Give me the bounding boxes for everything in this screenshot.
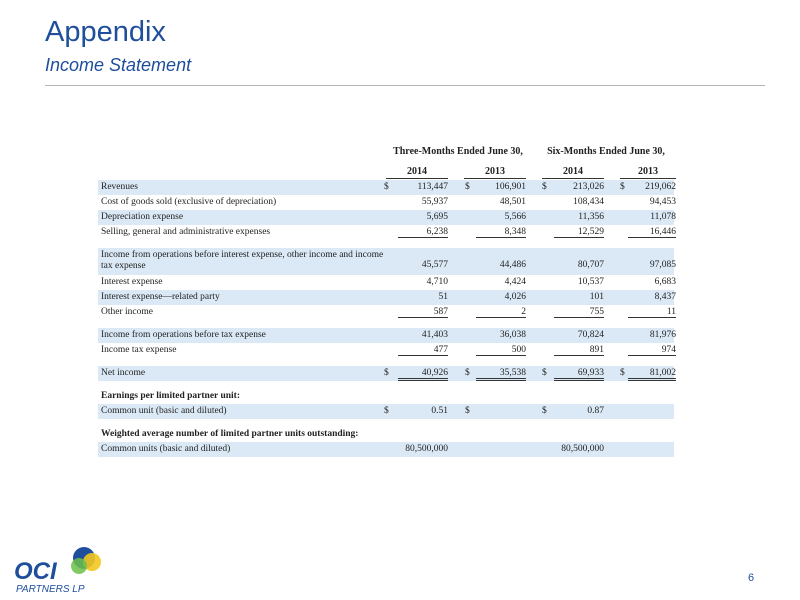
value-cell: 755 [554, 307, 604, 318]
row-label: Selling, general and administrative expenses [101, 227, 271, 237]
currency-symbol: $ [542, 368, 547, 378]
table-row [98, 275, 674, 290]
value-cell: 12,529 [554, 227, 604, 238]
logo-wordmark: OCI [14, 558, 57, 585]
value-cell: 81,002 [628, 368, 676, 381]
title-divider [45, 85, 765, 86]
row-label: Common units (basic and diluted) [101, 444, 231, 454]
value-cell: 11 [628, 307, 676, 318]
value-cell: 2 [476, 307, 526, 318]
row-spacer [98, 320, 674, 328]
period-header-three-months: Three-Months Ended June 30, [393, 146, 523, 157]
currency-symbol: $ [542, 182, 547, 192]
logo-subtext: PARTNERS LP [16, 584, 85, 595]
row-spacer [98, 381, 674, 389]
logo-graphic [12, 545, 122, 595]
value-cell: 5,695 [426, 212, 448, 222]
value-cell: 40,926 [398, 368, 448, 381]
value-cell: 45,577 [421, 260, 448, 270]
period-header-six-months: Six-Months Ended June 30, [547, 146, 665, 157]
currency-symbol: $ [384, 368, 389, 378]
row-label: Income tax expense [101, 345, 177, 355]
table-row [98, 305, 674, 320]
value-cell: 213,026 [573, 182, 604, 192]
table-row [98, 195, 674, 210]
value-cell: 35,538 [476, 368, 526, 381]
currency-symbol: $ [542, 406, 547, 416]
value-cell: 0.51 [431, 406, 448, 416]
year-header: 2013 [620, 166, 676, 179]
currency-symbol: $ [620, 368, 625, 378]
value-cell: 11,356 [578, 212, 604, 222]
year-header-row [98, 166, 674, 180]
logo-circle-green [71, 558, 87, 574]
value-cell: 69,933 [554, 368, 604, 381]
value-cell: 108,434 [573, 197, 604, 207]
row-label: Other income [101, 307, 153, 317]
page-number: 6 [748, 572, 755, 584]
value-cell: 891 [554, 345, 604, 356]
oci-partners-logo [12, 545, 122, 595]
value-cell: 80,707 [577, 260, 604, 270]
value-cell: 48,501 [499, 197, 526, 207]
year-header: 2013 [464, 166, 526, 179]
value-cell: 16,446 [628, 227, 676, 238]
value-cell: 219,062 [645, 182, 676, 192]
value-cell: 55,937 [421, 197, 448, 207]
value-cell: 81,976 [649, 330, 676, 340]
value-cell: 106,901 [495, 182, 526, 192]
table-row [98, 389, 674, 404]
section-label: Weighted average number of limited partner units outstanding: [101, 429, 359, 439]
value-cell: 4,424 [504, 277, 526, 287]
table-row [98, 328, 674, 343]
section-label: Earnings per limited partner unit: [101, 391, 240, 401]
year-header: 2014 [542, 166, 604, 179]
value-cell: 6,683 [654, 277, 676, 287]
value-cell: 44,486 [499, 260, 526, 270]
value-cell: 51 [438, 292, 448, 302]
table-row [98, 366, 674, 381]
currency-symbol: $ [384, 182, 389, 192]
row-label: Income from operations before tax expense [101, 330, 266, 340]
currency-symbol: $ [384, 406, 389, 416]
row-label: Interest expense—related party [101, 292, 220, 302]
row-spacer [98, 240, 674, 248]
page-title: Appendix [45, 16, 166, 48]
currency-symbol: $ [465, 368, 470, 378]
value-cell: 8,437 [654, 292, 676, 302]
value-cell: 6,238 [398, 227, 448, 238]
income-statement-table [98, 146, 674, 457]
value-cell: 41,403 [421, 330, 448, 340]
table-row [98, 442, 674, 457]
period-header-row [98, 146, 674, 160]
currency-symbol: $ [465, 182, 470, 192]
table-row [98, 225, 674, 240]
table-row [98, 427, 674, 442]
value-cell: 80,500,000 [561, 444, 604, 454]
value-cell: 477 [398, 345, 448, 356]
value-cell: 974 [628, 345, 676, 356]
row-spacer [98, 358, 674, 366]
page-subtitle: Income Statement [45, 55, 192, 75]
value-cell: 97,085 [649, 260, 676, 270]
row-label: Income from operations before interest expense, other income and income tax expense [101, 250, 384, 271]
value-cell: 101 [589, 292, 604, 302]
row-spacer [98, 419, 674, 427]
currency-symbol: $ [465, 406, 470, 416]
value-cell: 5,566 [504, 212, 526, 222]
table-row [98, 210, 674, 225]
row-label: Interest expense [101, 277, 163, 287]
table-row [98, 290, 674, 305]
value-cell: 36,038 [499, 330, 526, 340]
currency-symbol: $ [620, 182, 625, 192]
row-label: Cost of goods sold (exclusive of depreciation) [101, 197, 277, 207]
value-cell: 587 [398, 307, 448, 318]
value-cell: 0.87 [587, 406, 604, 416]
table-row [98, 248, 674, 275]
value-cell: 500 [476, 345, 526, 356]
row-label: Revenues [101, 182, 138, 192]
row-label: Net income [101, 368, 146, 378]
value-cell: 11,078 [650, 212, 676, 222]
value-cell: 94,453 [649, 197, 676, 207]
value-cell: 4,026 [504, 292, 526, 302]
table-row [98, 404, 674, 419]
value-cell: 70,824 [577, 330, 604, 340]
value-cell: 4,710 [426, 277, 448, 287]
value-cell: 113,447 [417, 182, 448, 192]
table-row [98, 343, 674, 358]
value-cell: 10,537 [577, 277, 604, 287]
value-cell: 80,500,000 [405, 444, 448, 454]
row-label: Depreciation expense [101, 212, 184, 222]
year-header: 2014 [386, 166, 448, 179]
table-row [98, 180, 674, 195]
value-cell: 8,348 [476, 227, 526, 238]
row-label: Common unit (basic and diluted) [101, 406, 227, 416]
